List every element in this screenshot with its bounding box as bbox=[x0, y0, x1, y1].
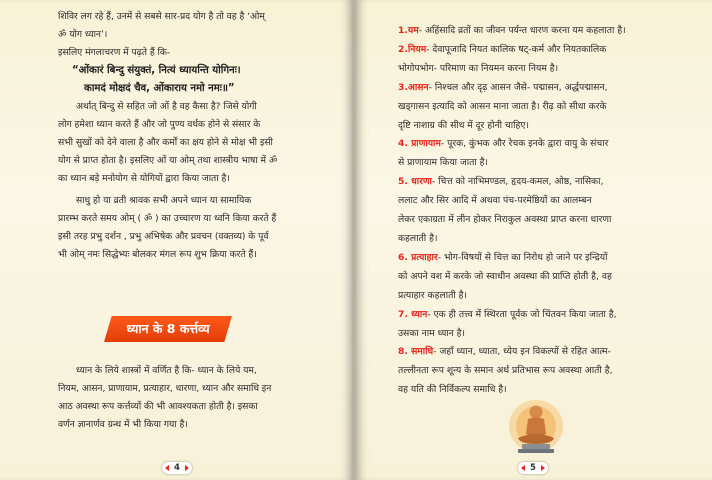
meditating-monk-icon bbox=[508, 392, 564, 454]
item-term: 1.यम bbox=[398, 25, 419, 36]
item-term: 5. धारणा bbox=[398, 176, 432, 188]
para1-line: अर्थात् बिन्दु से सहित जो ओं है वह कैसा है? जिसे योगी bbox=[76, 101, 257, 112]
shloka-line-2: कामदं मोक्षदं चैव, ओंकाराय नमो नमः॥” bbox=[84, 83, 235, 94]
para3-line: नियम, आसन, प्राणायाम, प्रत्याहार, धारणा, ध्यान और समाधि इन bbox=[58, 383, 272, 394]
item-continuation: लेकर एकाग्रता में लीन होकर निराकुल अवस्था प्राप्त करना धारणा bbox=[398, 214, 612, 226]
item-text: - पूरक, कुंभक और रेचक इनके द्वारा वायु के संचार bbox=[440, 138, 609, 150]
item-term: 7. ध्यान bbox=[398, 308, 428, 320]
item-continuation: कहलाती है। bbox=[398, 232, 438, 244]
para1-line: का ध्यान बड़े मनोयोग से योगियों द्वारा किया जाता है। bbox=[58, 173, 230, 184]
intro-line: इसलिए मंगलाचरण में पढ़ते हैं कि- bbox=[58, 47, 171, 58]
page-number-left bbox=[162, 462, 192, 474]
item-text: - चित्त को नाभिमण्डल, हृदय-कमल, ओष्ठ, नासिका, bbox=[431, 176, 604, 188]
right-list bbox=[398, 22, 690, 400]
left-para3 bbox=[58, 362, 326, 434]
item-text: - निश्चल और दृढ़ आसन जैसे- पद्मासन, अर्द्धपद्मासन, bbox=[428, 81, 608, 93]
section-heading bbox=[104, 316, 232, 342]
item-term: 2.नियम bbox=[398, 43, 427, 55]
para1-line: लोग हमेशा ध्यान करते हैं और जो पुण्य वर्धक होने से संसार के bbox=[58, 119, 261, 130]
page-number: 5 bbox=[530, 463, 536, 473]
item-term: 4. प्राणायाम bbox=[398, 138, 441, 150]
left-page bbox=[0, 0, 352, 480]
para2-line: इसी तरह प्रभु दर्शन , प्रभु अभिषेक और प्रवचन (वक्तव्य) के पूर्व bbox=[58, 231, 269, 242]
para1-line: सभी सुखों को देने वाला है और कर्मों का क्षय होने से मोक्ष भी इसी bbox=[58, 137, 273, 148]
para2-line: भी ओम् नमः सिद्धेभ्यः बोलकर मंगल रूप शुभ क्रिया करते हैं। bbox=[58, 249, 257, 260]
item-continuation: ललाट और सिर आदि में अथवा पंच-परमेष्ठियों का आलम्बन bbox=[398, 195, 592, 207]
page-number-right bbox=[518, 462, 548, 474]
item-continuation: उसका नाम ध्यान है। bbox=[398, 327, 466, 339]
list-item bbox=[398, 306, 690, 325]
item-continuation: तल्लीनता रूप शून्य के समान अर्थ प्रतिभास रूप अवस्था आती है, bbox=[398, 365, 613, 377]
para2-line: साधु हो या व्रती श्रावक सभी अपने ध्यान या सामायिक bbox=[76, 195, 252, 206]
page-number: 4 bbox=[174, 463, 180, 473]
list-item bbox=[398, 343, 690, 362]
item-continuation: को अपने वश में करके जो स्वाधीन अवस्था की प्राप्ति होती है, वह bbox=[398, 270, 612, 282]
item-text: - देवापूजादि नियत कालिक षट्-कर्म और नियतकालिक bbox=[426, 43, 607, 55]
shloka-line-1: “ओंकारं बिन्दु संयुक्तं, नित्यं ध्यायन्ति योगिनः। bbox=[72, 65, 241, 76]
item-continuation: दृष्टि नाशाग्र की सीध में दूर होनी चाहिए। bbox=[398, 119, 529, 131]
item-text: - जहाँ ध्यान, ध्याता, ध्येय इन विकल्पों से रहित आत्म- bbox=[433, 346, 611, 358]
list-item bbox=[398, 173, 690, 192]
para1-line: योग से प्राप्त होता है। इसलिए ओं या ओम् तथा शास्त्रीय भाषा में ॐ bbox=[58, 155, 278, 166]
item-text: - एक ही तत्त्व में स्थिरता पूर्वक जो चिंतवन किया जाता है, bbox=[427, 308, 617, 320]
list-item bbox=[398, 135, 690, 154]
item-term: 6. प्रत्याहार bbox=[398, 251, 438, 263]
item-continuation: भोगोपभोग- परिमाण का नियमन करना नियम है। bbox=[398, 62, 559, 74]
item-continuation: से प्राणायाम किया जाता है। bbox=[398, 157, 489, 169]
right-page bbox=[356, 0, 712, 480]
intro-line: ॐ योग ध्यान’। bbox=[58, 29, 108, 40]
heading-text: ध्यान के 8 कर्त्तव्य bbox=[126, 321, 210, 336]
item-text: - भोग-विषयों से चित्त का निरोध हो जाने पर इन्द्रियों bbox=[437, 251, 608, 263]
para3-line: वर्णन ज्ञानार्णव ग्रन्थ में भी किया गया है। bbox=[58, 419, 188, 430]
list-item bbox=[398, 22, 690, 41]
left-intro bbox=[58, 8, 326, 264]
para2-line: प्रारम्भ करते समय ओम् ( ॐ ) का उच्चारण या ध्वनि किया करते हैं bbox=[58, 213, 277, 224]
para3-line: ध्यान के लिये शास्त्रों में वर्णित है कि- ध्यान के लिये यम, bbox=[76, 365, 257, 376]
list-item bbox=[398, 249, 690, 268]
item-term: 3.आसन bbox=[398, 81, 429, 93]
item-text: - अहिंसादि व्रतों का जीवन पर्यन्त धारण करना यम कहलाता है। bbox=[418, 25, 626, 36]
item-term: 8. समाधि bbox=[398, 346, 434, 358]
list-item bbox=[398, 41, 690, 60]
item-continuation: वह यति की निर्विकल्प समाधि है। bbox=[398, 384, 507, 396]
item-continuation: प्रत्याहार कहलाती है। bbox=[398, 289, 467, 301]
para3-line: आठ अवस्था रूप कर्त्तव्यों की भी आवश्यकता होती है। इसका bbox=[58, 401, 258, 412]
list-item bbox=[398, 79, 690, 98]
item-continuation: खड्गासन इत्यादि को आसन माना जाता है। रीढ़ को सीधा करके bbox=[398, 100, 607, 112]
intro-line: शिविर लग रहे हैं, उनमें से सबसे सार-प्रद योग है तो वह है ‘ओम् bbox=[58, 11, 265, 22]
